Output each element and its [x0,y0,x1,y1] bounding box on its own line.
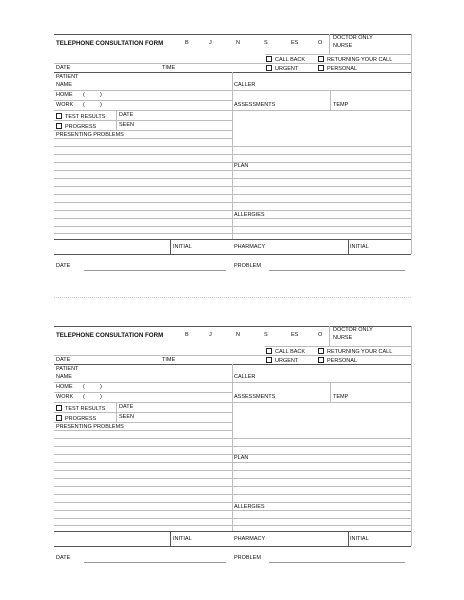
grid-line [54,154,411,155]
date-label: DATE [56,65,71,71]
initial-divider-right [348,531,349,546]
grid-line [54,525,411,526]
doctor-only-label: DOCTOR ONLY [333,327,373,333]
seen-label: SEEN [119,122,134,128]
lower-border [54,239,411,240]
test-results-checkbox[interactable] [56,113,62,119]
allergies-label: ALLERGIES [234,212,265,218]
footer-date-field[interactable] [84,562,226,563]
returning-call-label: RETURNING YOUR CALL [327,57,393,63]
test-results-label: TEST RESULTS [65,114,106,120]
call-back-checkbox[interactable] [266,348,272,354]
presenting-problems-label: PRESENTING PROBLEMS [56,132,124,138]
call-back-option[interactable] [266,348,305,356]
work-paren-close: ) [100,394,102,400]
personal-option[interactable] [318,357,357,365]
grid-line [54,478,411,479]
grid-line [54,470,411,471]
progress-label: PROGRESS [65,416,97,422]
work-label: WORK [56,394,74,400]
letter-o: O [318,332,323,338]
right-border [411,34,412,254]
footer-date-field[interactable] [84,270,226,271]
home-paren-close: ) [100,384,102,390]
assessments-label: ASSESSMENTS [234,394,276,400]
urgent-checkbox[interactable] [266,357,272,363]
personal-option[interactable] [318,65,357,73]
urgent-option[interactable] [266,65,298,73]
letter-es: ES [291,40,299,46]
letter-s: S [264,332,268,338]
header-inner-line [265,346,411,347]
grid-line [54,170,411,171]
results-date-label: DATE [119,112,134,118]
test-row-line [54,412,232,413]
pharmacy-label: PHARMACY [234,244,266,250]
caller-label: CALLER [234,82,256,88]
progress-row-line [54,130,232,131]
plan-label: PLAN [234,163,249,169]
grid-line [54,186,411,187]
test-row-line [54,120,232,121]
caller-label: CALLER [234,374,256,380]
grid-line [54,218,411,219]
grid-line [54,486,411,487]
date-seen-divider [116,402,117,422]
grid-line [54,430,232,431]
lower-border [54,531,411,532]
grid-line [54,502,411,503]
date-label: DATE [56,357,71,363]
home-paren-open: ( [83,92,85,98]
returning-call-option[interactable] [318,56,392,64]
footer-problem-field[interactable] [269,562,405,563]
footer-problem-label: PROBLEM [234,555,261,561]
returning-call-label: RETURNING YOUR CALL [327,349,393,355]
grid-line [54,510,411,511]
cut-line [54,297,411,298]
letter-es: ES [291,332,299,338]
allergies-label: ALLERGIES [234,504,265,510]
consultation-form-2 [54,326,411,580]
call-back-option[interactable] [266,56,305,64]
home-label: HOME [56,92,73,98]
initial-label-right: INITIAL [350,536,369,542]
personal-checkbox[interactable] [318,357,324,363]
home-paren-close: ) [100,92,102,98]
form-bottom-border [54,254,411,255]
name-label: NAME [56,82,72,88]
initial-divider-left [170,239,171,254]
patient-label: PATIENT [56,74,79,80]
grid-line [54,438,411,439]
letter-n: N [236,40,240,46]
temp-divider [330,90,331,110]
results-date-label: DATE [119,404,134,410]
grid-line [54,178,411,179]
grid-line [54,226,411,227]
progress-row-line [54,422,232,423]
footer-problem-field[interactable] [269,270,405,271]
patient-label: PATIENT [56,366,79,372]
date-seen-divider [116,110,117,130]
work-label: WORK [56,102,74,108]
returning-call-checkbox[interactable] [318,348,324,354]
grid-line [54,454,411,455]
call-back-label: CALL BACK [275,349,306,355]
home-label: HOME [56,384,73,390]
letter-s: S [264,40,268,46]
call-back-label: CALL BACK [275,57,306,63]
form-title: TELEPHONE CONSULTATION FORM [56,40,164,47]
progress-checkbox[interactable] [56,123,62,129]
time-label: TIME [162,65,176,71]
letter-j: J [209,332,212,338]
temp-label: TEMP [333,394,349,400]
work-row-line [54,110,411,111]
personal-label: PERSONAL [327,66,357,72]
presenting-problems-label: PRESENTING PROBLEMS [56,424,124,430]
grid-line [54,162,411,163]
returning-call-option[interactable] [318,348,392,356]
initial-label-left: INITIAL [173,536,192,542]
progress-checkbox[interactable] [56,415,62,421]
pharmacy-label: PHARMACY [234,536,266,542]
grid-line [54,138,232,139]
grid-line [54,146,411,147]
header-inner-line [265,54,411,55]
initial-label-left: INITIAL [173,244,192,250]
home-row-line [54,392,232,393]
temp-label: TEMP [333,102,349,108]
letter-j: J [209,40,212,46]
seen-label: SEEN [119,414,134,420]
call-back-checkbox[interactable] [266,56,272,62]
work-row-line [54,402,411,403]
form-bottom-border [54,546,411,547]
home-paren-open: ( [83,384,85,390]
center-divider [232,364,233,531]
grid-line [54,194,411,195]
personal-checkbox[interactable] [318,65,324,71]
name-label: NAME [56,374,72,380]
urgent-option[interactable] [266,357,298,365]
grid-line [54,210,411,211]
assessments-label: ASSESSMENTS [234,102,276,108]
right-border [411,326,412,546]
letter-b: B [185,40,189,46]
initial-divider-left [170,531,171,546]
letter-o: O [318,40,323,46]
grid-line [54,202,411,203]
work-paren-open: ( [83,102,85,108]
urgent-checkbox[interactable] [266,65,272,71]
header-divider [329,34,330,54]
temp-divider [330,382,331,402]
form-title: TELEPHONE CONSULTATION FORM [56,332,164,339]
letter-n: N [236,332,240,338]
grid-line [54,518,411,519]
returning-call-checkbox[interactable] [318,56,324,62]
progress-label: PROGRESS [65,124,97,130]
test-results-checkbox[interactable] [56,405,62,411]
urgent-label: URGENT [275,66,299,72]
nurse-label: NURSE [333,335,353,341]
time-label: TIME [162,357,176,363]
home-row-line [54,100,232,101]
letter-b: B [185,332,189,338]
footer-problem-label: PROBLEM [234,263,261,269]
nurse-label: NURSE [333,43,353,49]
header-divider [329,326,330,346]
consultation-form-1 [54,34,411,288]
test-results-label: TEST RESULTS [65,406,106,412]
plan-label: PLAN [234,455,249,461]
center-divider [232,72,233,239]
work-paren-open: ( [83,394,85,400]
grid-line [54,462,411,463]
grid-line [54,494,411,495]
work-paren-close: ) [100,102,102,108]
grid-line [54,446,411,447]
initial-divider-right [348,239,349,254]
grid-line [54,233,411,234]
personal-label: PERSONAL [327,358,357,364]
footer-date-label: DATE [56,555,71,561]
footer-date-label: DATE [56,263,71,269]
initial-label-right: INITIAL [350,244,369,250]
urgent-label: URGENT [275,358,299,364]
doctor-only-label: DOCTOR ONLY [333,35,373,41]
